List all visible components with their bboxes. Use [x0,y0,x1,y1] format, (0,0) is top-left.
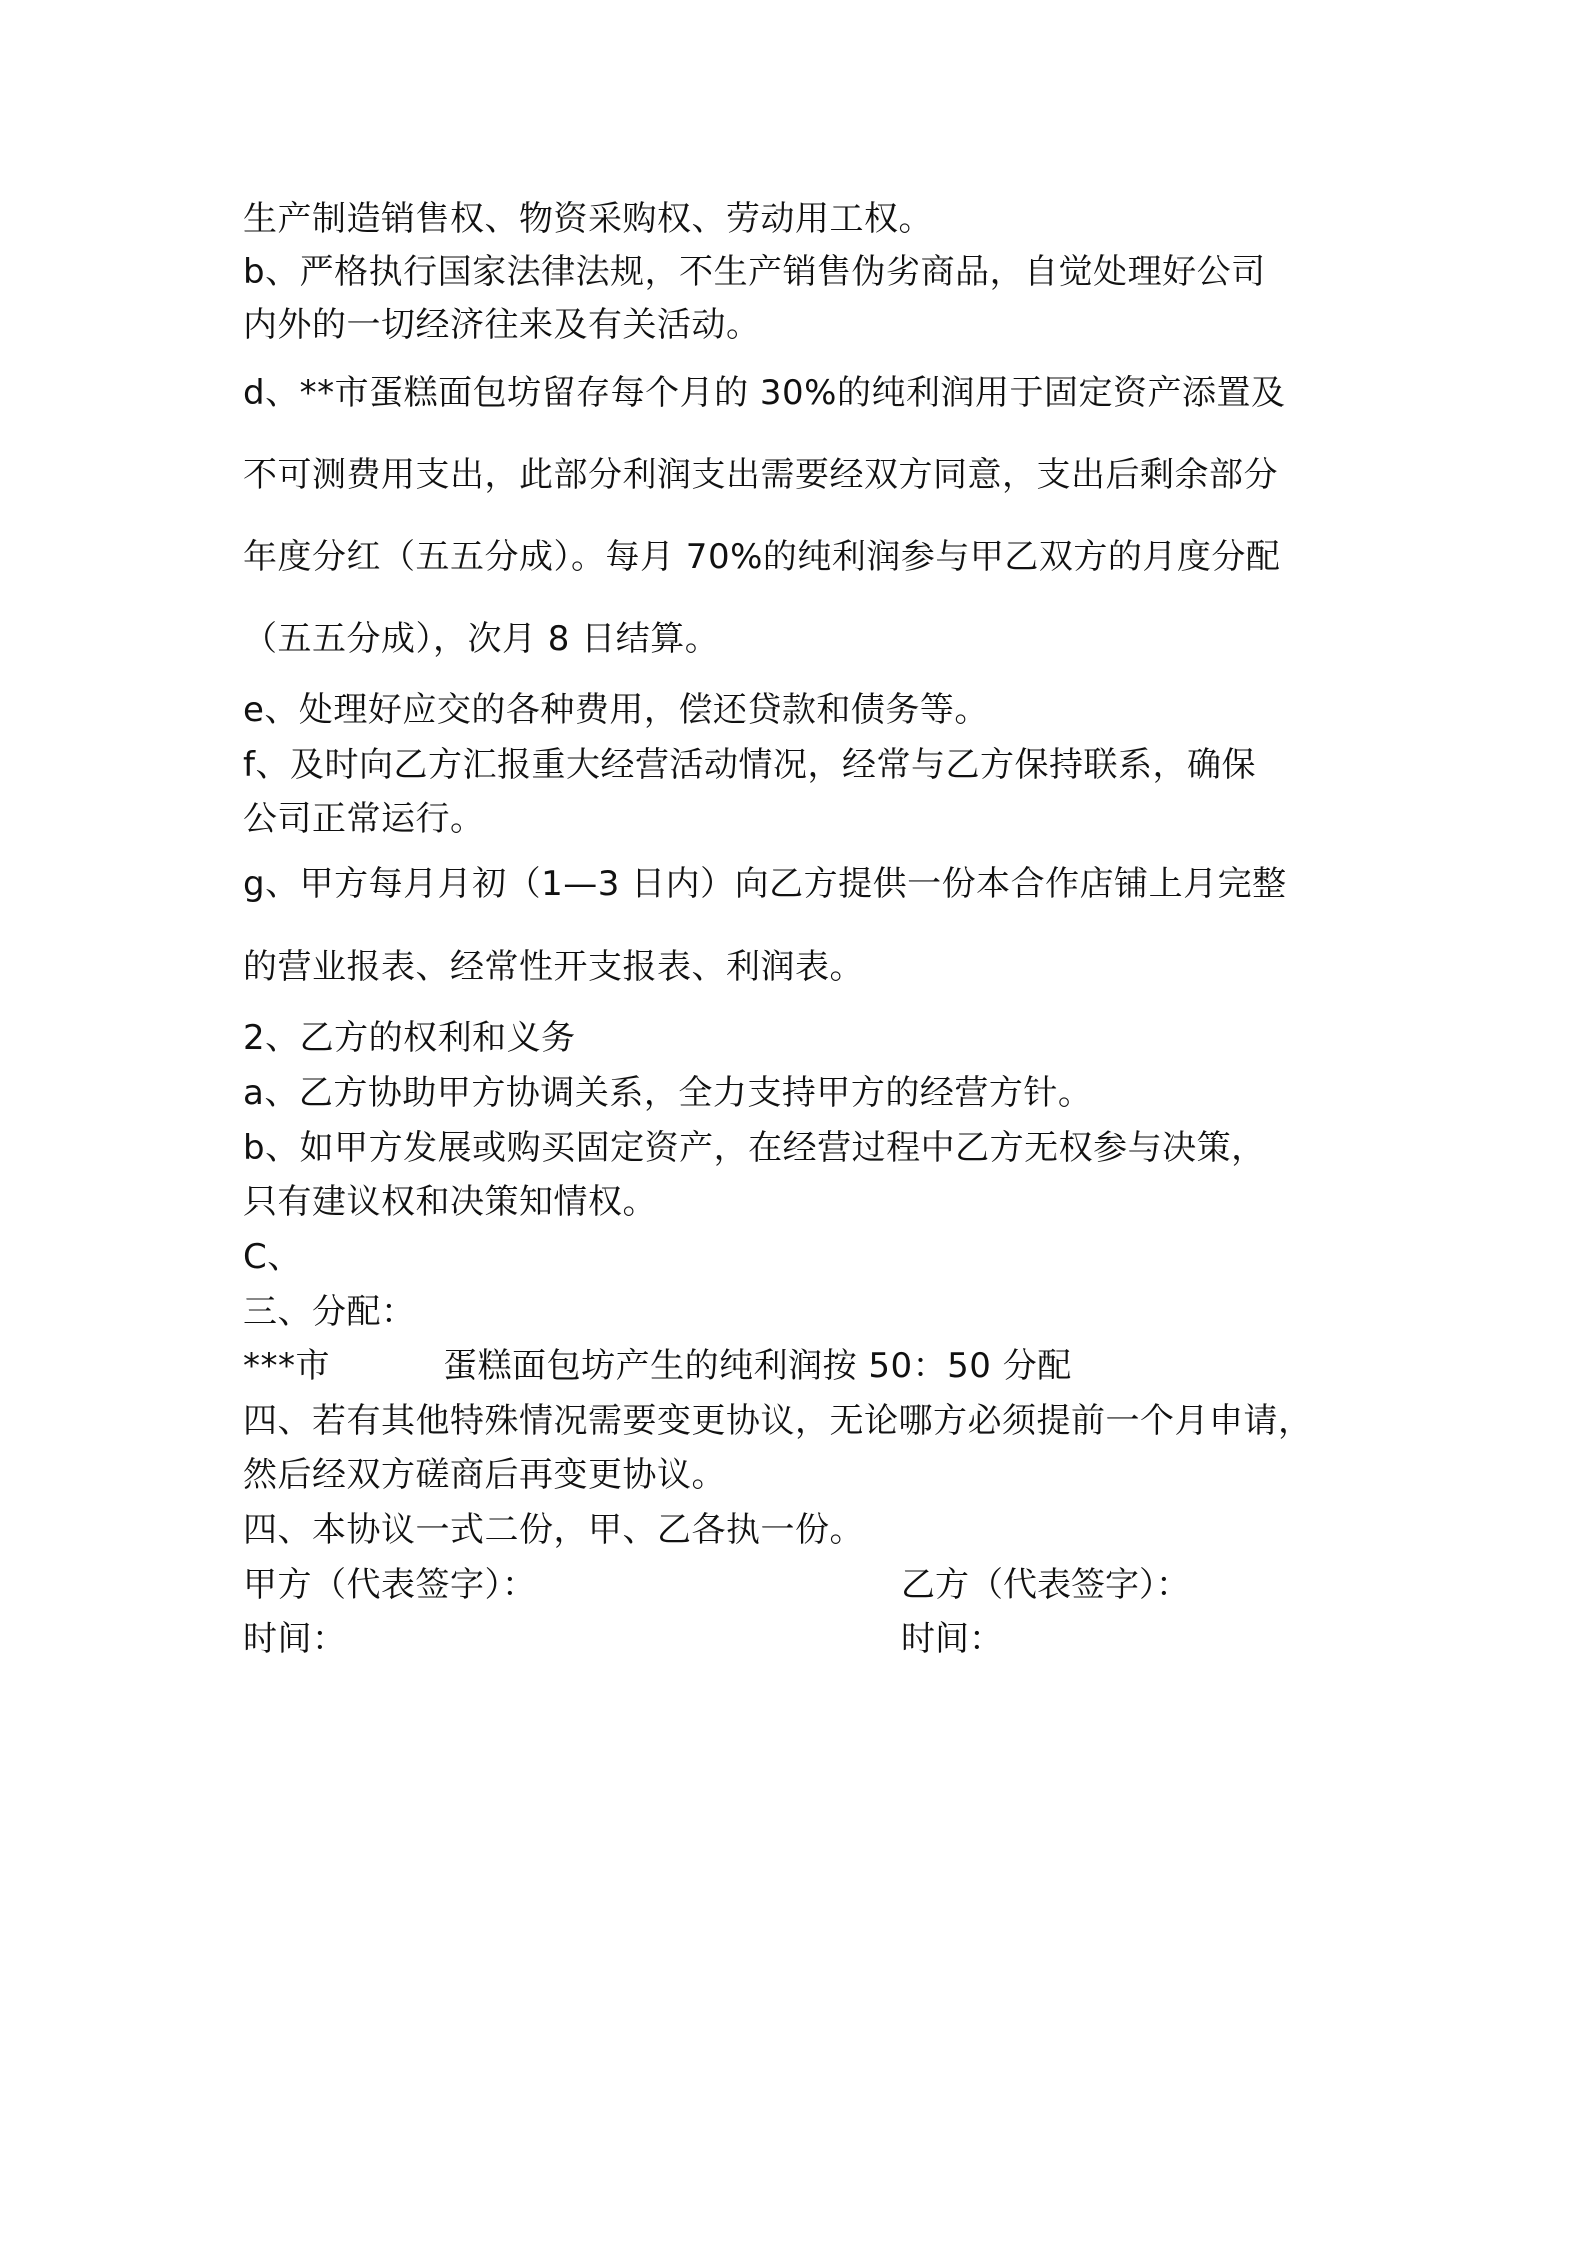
clause-line: （五五分成），次月 8 日结算。 [243,619,720,659]
clause-line: f、及时向乙方汇报重大经营活动情况，经常与乙方保持联系，确保 [243,745,1256,785]
party-b-time-label: 时间： [901,1619,1003,1659]
clause-line: b、严格执行国家法律法规，不生产销售伪劣商品，自觉处理好公司 [243,252,1266,292]
clause-line: b、如甲方发展或购买固定资产，在经营过程中乙方无权参与决策， [243,1128,1266,1168]
clause-line: ***市 蛋糕面包坊产生的纯利润按 50：50 分配 [243,1346,1072,1386]
party-a-time-label: 时间： [243,1619,347,1659]
section-heading: 三、分配： [243,1292,416,1332]
clause-line: 年度分红（五五分成）。每月 70%的纯利润参与甲乙双方的月度分配 [243,537,1281,577]
clause-line: g、甲方每月月初（1—3 日内）向乙方提供一份本合作店铺上月完整 [243,864,1287,904]
clause-line: 只有建议权和决策知情权。 [243,1182,657,1222]
section-heading: 2、乙方的权利和义务 [243,1018,576,1058]
clause-line: 生产制造销售权、物资采购权、劳动用工权。 [243,199,933,239]
clause-line: 公司正常运行。 [243,799,485,839]
clause-line: e、处理好应交的各种费用，偿还贷款和债务等。 [243,690,989,730]
clause-line: C、 [243,1237,302,1277]
clause-line: 的营业报表、经常性开支报表、利润表。 [243,947,864,987]
clause-line: 四、若有其他特殊情况需要变更协议，无论哪方必须提前一个月申请， [243,1401,1313,1441]
clause-line: 内外的一切经济往来及有关活动。 [243,305,761,345]
clause-line: 四、本协议一式二份，甲、乙各执一份。 [243,1510,864,1550]
party-a-signature-label: 甲方（代表签字）： [243,1565,537,1605]
clause-line: a、乙方协助甲方协调关系，全力支持甲方的经营方针。 [243,1073,1093,1113]
party-b-signature-label: 乙方（代表签字）： [901,1565,1190,1605]
clause-line: 不可测费用支出，此部分利润支出需要经双方同意，支出后剩余部分 [243,455,1278,495]
clause-line: 然后经双方磋商后再变更协议。 [243,1455,726,1495]
clause-line: d、**市蛋糕面包坊留存每个月的 30%的纯利润用于固定资产添置及 [243,373,1286,413]
